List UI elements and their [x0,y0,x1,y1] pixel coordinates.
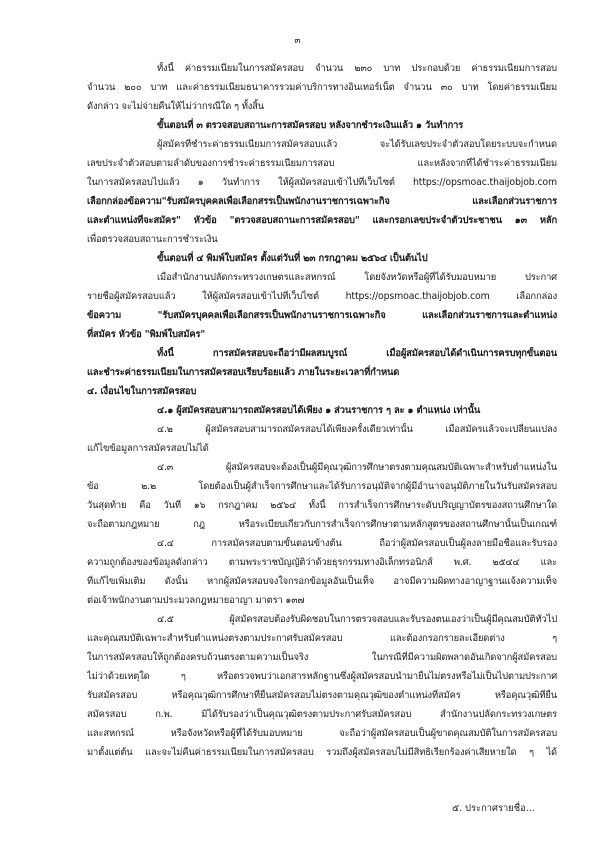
text-line: ๔.๕ ผู้สมัครสอบต้องรับผิดชอบในการตรวจสอบและรับรองตนเองว่าเป็นผู้มีคุณสมบัติทั่วไป [157,614,557,625]
text-line: เพื่อตรวจสอบสถานะการชำระเงิน [87,234,218,245]
text-line: ไม่ว่าด้วยเหตุใด ๆ หรือตรวจพบว่าเอกสารหลักฐานซึ่งผู้สมัครสอบนำมายื่นไม่ตรงหรือไม่เป็นไปตามประกาศ [87,671,557,682]
text-line: จะถือตามกฎหมาย กฎ หรือระเบียบเกี่ยวกับการสำเร็จการศึกษาตามหลักสูตรของสถานศึกษานั้นเป็นเกณฑ์ [87,519,557,530]
text-line: ขั้นตอนที่ ๓ ตรวจสอบสถานะการสมัครสอบ หลังจากชำระเงินแล้ว ๑ วันทำการ [157,120,464,131]
text-line: ทั้งนี้ การสมัครสอบจะถือว่ามีผลสมบูรณ์ เมื่อผู้สมัครสอบได้ดำเนินการครบทุกขั้นตอน [157,348,557,359]
text-line: ในการสมัครสอบให้ถูกต้องครบถ้วนตรงตามความเป็นจริง ในกรณีที่มีความผิดพลาดอันเกิดจากผู้สมัครสอบ [87,652,557,663]
text-line: ข้อความ "รับสมัครบุคคลเพื่อเลือกสรรเป็นพนักงานราชการเฉพาะกิจ และเลือกส่วนราชการและตำแหน่ง [87,310,557,321]
text-line: ๔. เงื่อนไขในการสมัครสอบ [87,386,197,397]
footer-continuation: ๕. ประกาศรายชื่อ... [452,803,535,814]
text-line: ต่อเจ้าพนักงานตามประมวลกฎหมายอาญา มาตรา ๑๓๗ [87,595,305,606]
text-line: ผู้สมัครที่ชำระค่าธรรมเนียมการสมัครสอบแล้ว จะได้รับเลขประจำตัวสอบโดยระบบจะกำหนด [157,139,557,150]
text-line: ๔.๔ การสมัครสอบตามขั้นตอนข้างต้น ถือว่าผู้สมัครสอบเป็นผู้ลงลายมือชื่อและรับรอง [157,538,557,549]
text-line: ในการสมัครสอบไปแล้ว ๑ วันทำการ ให้ผู้สมัครสอบเข้าไปที่เว็บไซต์ https://opsmoac.thaijobjob.com [87,177,557,188]
text-line: ๔.๒ ผู้สมัครสอบสามารถสมัครสอบได้เพียงครั้งเดียวเท่านั้น เมื่อสมัครแล้วจะเปลี่ยนแปลง [157,424,557,435]
text-line: และชำระค่าธรรมเนียมในการสมัครสอบเรียบร้อยแล้ว ภายในระยะเวลาที่กำหนด [87,367,400,378]
page-number: ๓ [294,36,301,46]
text-line: แก้ไขข้อมูลการสมัครสอบไม่ได้ [87,443,209,454]
text-line: รายชื่อผู้สมัครสอบแล้ว ให้ผู้สมัครสอบเข้าไปที่เว็บไซต์ https://opsmoac.thaijobjob.com เลือกกล่อง [87,291,557,302]
text-line: มาตั้งแต่ต้น และจะไม่คืนค่าธรรมเนียมในการสมัครสอบ รวมถึงผู้สมัครสอบไม่มีสิทธิเรียกร้องค่าเสียหายใด ๆ ได้ [87,747,557,758]
text-line: ที่แก้ไขเพิ่มเติม ดังนั้น หากผู้สมัครสอบจงใจกรอกข้อมูลอันเป็นเท็จ อาจมีความผิดทางอาญาฐานแจ้งความเท็จ [87,576,557,587]
text-line: และสหกรณ์ หรือจังหวัดหรือผู้ที่ได้รับมอบหมาย จะถือว่าผู้สมัครสอบเป็นผู้ขาดคุณสมบัติในการสมัครสอบ [87,728,557,739]
text-line: เลขประจำตัวสอบตามลำดับของการชำระค่าธรรมเนียมการสอบ และหลังจากที่ได้ชำระค่าธรรมเนียม [87,158,557,169]
text-line: วันสุดท้าย คือ วันที่ ๑๖ กรกฎาคม ๒๕๖๔ ทั้งนี้ การสำเร็จการศึกษาระดับปริญญาบัตรของสถานศึกษาใด [87,500,557,511]
text-line: ที่สมัคร หัวข้อ "พิมพ์ใบสมัคร" [87,329,206,340]
text-line: ความถูกต้องของข้อมูลดังกล่าว ตามพระราชบัญญัติว่าด้วยธุรกรรมทางอิเล็กทรอนิกส์ พ.ศ. ๒๕๔๔ และ [87,557,557,568]
text-line: ทั้งนี้ ค่าธรรมเนียมในการสมัครสอบ จำนวน ๒๓๐ บาท ประกอบด้วย ค่าธรรมเนียมการสอบ [157,63,557,74]
text-line: เลือกกล่องข้อความ"รับสมัครบุคคลเพื่อเลือกสรรเป็นพนักงานราชการเฉพาะกิจ และเลือกส่วนราชการ [87,196,557,207]
text-line: เมื่อสำนักงานปลัดกระทรวงเกษตรและสหกรณ์ โดยจังหวัดหรือผู้ที่ได้รับมอบหมาย ประกาศ [157,272,557,283]
text-line: จำนวน ๒๐๐ บาท และค่าธรรมเนียมธนาคารรวมค่าบริการทางอินเทอร์เน็ต จำนวน ๓๐ บาท โดยค่าธรรมเนียม [87,82,557,93]
text-line: ข้อ ๒.๒ โดยต้องเป็นผู้สำเร็จการศึกษาและได้รับการอนุมัติจากผู้มีอำนาจอนุมัติภายในวันรับสมัครสอบ [87,481,557,492]
text-line: ๔.๑ ผู้สมัครสอบสามารถสมัครสอบได้เพียง ๑ ส่วนราชการ ๆ ละ ๑ ตำแหน่ง เท่านั้น [157,405,481,416]
text-line: ขั้นตอนที่ ๔ พิมพ์ใบสมัคร ตั้งแต่วันที่ ๒๓ กรกฎาคม ๒๕๖๔ เป็นต้นไป [157,253,428,264]
text-line: สมัครสอบ ก.พ. มิได้รับรองว่าเป็นคุณวุฒิตรงตามประกาศรับสมัครสอบ สำนักงานปลัดกระทรวงเกษตร [87,709,557,720]
text-line: และคุณสมบัติเฉพาะสำหรับตำแหน่งตรงตามประกาศรับสมัครสอบ และต้องกรอกรายละเอียดต่าง ๆ [87,633,557,644]
text-line: ดังกล่าว จะไม่จ่ายคืนให้ไม่ว่ากรณีใด ๆ ทั้งสิ้น [87,101,264,112]
text-line: รับสมัครสอบ หรือคุณวุฒิการศึกษาที่ยื่นสมัครสอบไม่ตรงตามคุณวุฒิของตำแหน่งที่สมัคร หรือคุณวุฒิที่ยื่น [87,690,557,701]
text-line: และตำแหน่งที่จะสมัคร" หัวข้อ "ตรวจสอบสถานะการสมัครสอบ" และกรอกเลขประจำตัวประชาชน ๑๓ หลัก [87,215,557,226]
text-line: ๔.๓ ผู้สมัครสอบจะต้องเป็นผู้มีคุณวุฒิการศึกษาตรงตามคุณสมบัติเฉพาะสำหรับตำแหน่งใน [157,462,557,473]
